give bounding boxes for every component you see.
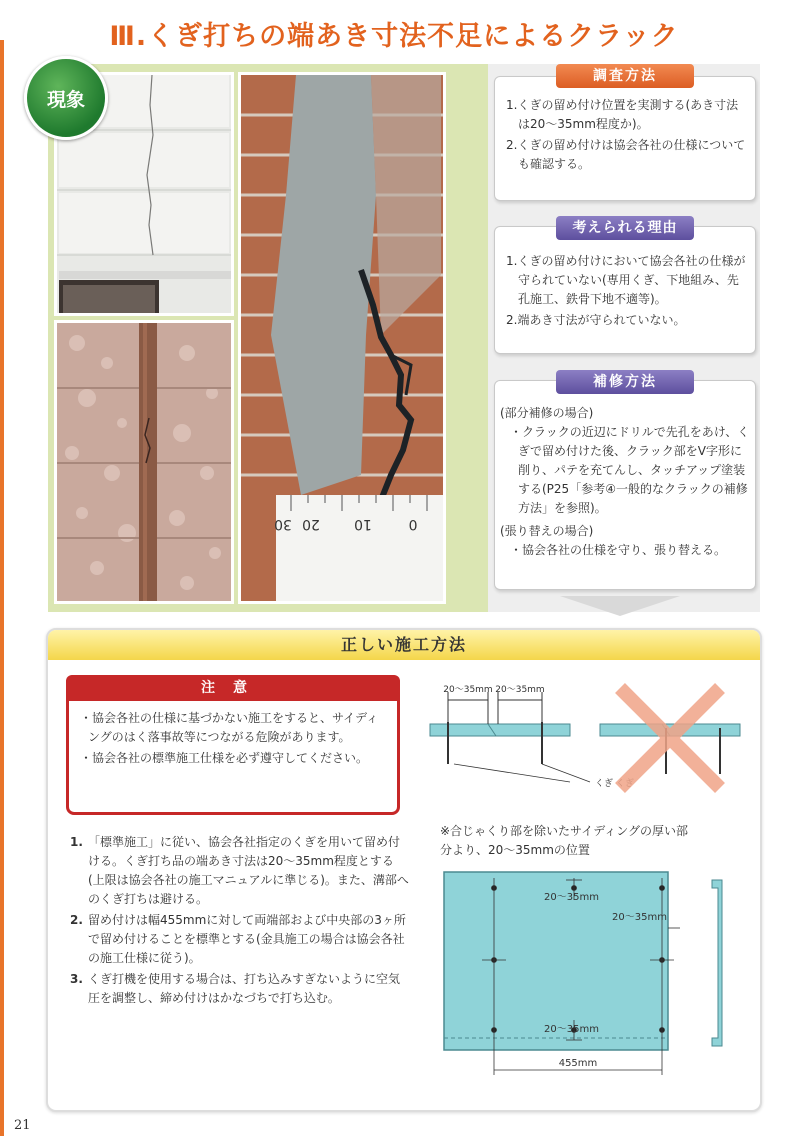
- step-1: [70, 833, 410, 909]
- repair-replace-heading: (張り替えの場合): [500, 524, 594, 538]
- repair-replace-text: ・協会各社の仕様を守り、張り替える。: [510, 543, 727, 557]
- step-2-text: 留め付けは幅455mmに対して両端部および中央部の3ヶ所で留め付けることを標準とする(金具施工の場合は協会各社の施工仕様に従う)。: [88, 913, 406, 965]
- reasons-label: 考えられる理由: [556, 216, 694, 240]
- dimension-label-2: 20～35mm: [495, 685, 545, 695]
- step-3-number: 3.: [70, 972, 83, 986]
- reasons-text: [506, 252, 748, 330]
- nail-label: くぎ くぎ: [595, 779, 634, 789]
- caution-label: 注意: [66, 675, 400, 701]
- reasons-item-2: 2.端あき寸法が守られていない。: [506, 313, 686, 327]
- dimension-label-1: 20～35mm: [443, 685, 493, 695]
- repair-text: [500, 404, 750, 560]
- construction-steps: [70, 833, 410, 1008]
- reasons-item-1: 1.くぎの留め付けにおいて協会各社の仕様が守られていない(専用くぎ、下地組み、先孔施工、鉄骨下地不適等)。: [506, 254, 746, 306]
- repair-partial-text: ・クラックの近辺にドリルで先孔をあけ、くぎで留め付けた後、クラック部をV字形に削り、パテを充てんし、タッチアップ塗装する(P25「参考④一般的なクラックの補修方法」を参照)。: [510, 425, 750, 515]
- investigation-item-2: 2.くぎの留め付けは協会各社の仕様についても確認する。: [506, 138, 746, 171]
- photo-embossed-siding: [54, 320, 234, 604]
- siding-panel-diagram: [436, 870, 736, 1084]
- photo-crack-closeup: [238, 72, 446, 604]
- caution-text: [80, 709, 390, 768]
- step-2: [70, 911, 410, 968]
- nailing-cross-section-diagram: [420, 678, 750, 798]
- ruler-label-20: 20: [302, 516, 320, 532]
- step-2-number: 2.: [70, 913, 83, 927]
- phenomenon-badge: 現象: [24, 56, 108, 140]
- panel-dim-right: 20～35mm: [612, 912, 667, 923]
- ruler-label-0: 0: [408, 516, 418, 532]
- position-note: ※合じゃくり部を除いたサイディングの厚い部分より、20～35mmの位置: [440, 824, 689, 857]
- repair-partial-heading: (部分補修の場合): [500, 406, 594, 420]
- panel-dim-top: 20～35mm: [544, 892, 599, 903]
- correct-method-heading: 正しい施工方法: [48, 630, 760, 660]
- caution-item-2: ・協会各社の標準施工仕様を必ず遵守してください。: [80, 751, 369, 765]
- ruler-label-30: 30: [274, 516, 292, 532]
- left-accent-bar: [0, 40, 4, 1136]
- page-number: 21: [14, 1118, 31, 1133]
- step-1-number: 1.: [70, 835, 83, 849]
- investigation-item-1: 1.くぎの留め付け位置を実測する(あき寸法は20～35mm程度か)。: [506, 98, 739, 131]
- investigation-label: 調査方法: [556, 64, 694, 88]
- step-3: [70, 970, 410, 1008]
- page-title: Ⅲ.くぎ打ちの端あき寸法不足によるクラック: [109, 21, 679, 52]
- ruler-label-10: 10: [354, 516, 372, 532]
- panel-dim-bottom: 20～35mm: [544, 1024, 599, 1035]
- investigation-text: [506, 96, 748, 174]
- step-1-text: 「標準施工」に従い、協会各社指定のくぎを用いて留め付ける。くぎ打ち品の端あき寸法は20～35mm程度とする(上限は協会各社の施工マニュアルに準じる)。また、溝部へのくぎ打ちは避ける。: [88, 835, 409, 906]
- caution-item-1: ・協会各社の仕様に基づかない施工をすると、サイディングのはく落事故等につながる危険があります。: [80, 711, 379, 744]
- panel-width-label: 455mm: [558, 1058, 598, 1069]
- step-3-text: くぎ打機を使用する場合は、打ち込みすぎないように空気圧を調整し、締め付けはかなづちで打ち込む。: [88, 972, 401, 1005]
- repair-label: 補修方法: [556, 370, 694, 394]
